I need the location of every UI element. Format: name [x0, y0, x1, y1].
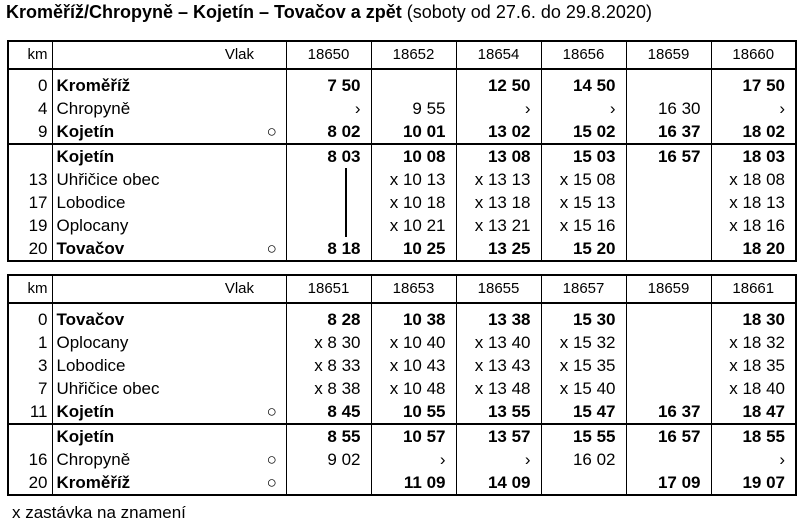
time-cell: 18 03 — [711, 144, 796, 168]
pass-line — [345, 191, 347, 214]
time-cell: 15 03 — [541, 144, 626, 168]
time-cell: x 13 21 — [456, 214, 541, 237]
time-cell: 8 03 — [286, 144, 371, 168]
timetable-outbound — [7, 40, 797, 262]
stop-symbol — [258, 168, 286, 191]
time-cell: x 8 30 — [286, 331, 371, 354]
time-cell: x 18 35 — [729, 356, 785, 375]
km-cell: 0 — [8, 69, 52, 97]
time-cell — [626, 214, 711, 237]
time-cell: › — [371, 448, 456, 471]
header-row — [8, 41, 796, 69]
stop-symbol: ○ — [258, 448, 286, 471]
train-label: Vlak — [52, 275, 258, 303]
time-cell — [626, 448, 711, 471]
time-cell — [626, 303, 711, 331]
time-cell: 10 01 — [371, 120, 456, 144]
station-name: Kojetín — [56, 122, 115, 141]
time-cell: 8 18 — [286, 237, 371, 261]
stop-symbol: ○ — [258, 237, 286, 261]
stop-symbol: ○ — [258, 400, 286, 424]
station-name: Uhřičice obec — [56, 170, 160, 189]
time-cell: x 10 40 — [371, 331, 456, 354]
time-cell: 12 50 — [456, 69, 541, 97]
train-number: 18661 — [711, 275, 796, 303]
route-title: Kroměříž/Chropyně – Kojetín – Tovačov a zpět — [6, 2, 402, 22]
table-row — [8, 448, 796, 471]
time-cell: x 15 40 — [541, 377, 626, 400]
time-cell — [371, 69, 456, 97]
time-cell: 18 20 — [742, 239, 785, 258]
time-cell: 15 47 — [541, 400, 626, 424]
time-cell: x 10 48 — [371, 377, 456, 400]
time-cell: x 18 13 — [729, 193, 785, 212]
time-cell — [541, 471, 626, 495]
time-cell: › — [286, 97, 371, 120]
train-label: Vlak — [52, 41, 258, 69]
stop-symbol — [258, 97, 286, 120]
km-cell: 16 — [8, 448, 52, 471]
time-cell: x 13 13 — [456, 168, 541, 191]
time-cell — [286, 191, 371, 214]
time-cell: 15 02 — [541, 120, 626, 144]
time-cell: 18 30 — [742, 310, 785, 329]
stop-symbol: ○ — [258, 120, 286, 144]
time-cell: x 15 16 — [541, 214, 626, 237]
time-cell: 16 37 — [626, 120, 711, 144]
time-cell: x 13 40 — [456, 331, 541, 354]
time-cell: x 15 08 — [541, 168, 626, 191]
time-cell: 11 09 — [371, 471, 456, 495]
time-cell: x 18 32 — [729, 333, 785, 352]
train-number: 18657 — [541, 275, 626, 303]
time-cell: › — [456, 97, 541, 120]
pass-line — [345, 214, 347, 237]
km-cell: 11 — [8, 400, 52, 424]
time-cell: x 18 16 — [729, 216, 785, 235]
time-cell: 18 02 — [742, 122, 785, 141]
time-cell: 10 25 — [371, 237, 456, 261]
time-cell: 16 57 — [626, 144, 711, 168]
table-row — [8, 144, 796, 168]
train-number: 18654 — [456, 41, 541, 69]
stop-symbol — [258, 377, 286, 400]
time-cell: x 15 32 — [541, 331, 626, 354]
stop-symbol — [258, 354, 286, 377]
km-cell: 1 — [8, 331, 52, 354]
time-cell — [626, 354, 711, 377]
footnote: x zastávka na znamení — [12, 503, 186, 522]
symbol-header — [258, 41, 286, 69]
station-name: Chropyně — [56, 99, 131, 118]
time-cell — [626, 69, 711, 97]
time-cell: 13 38 — [456, 303, 541, 331]
time-cell: x 8 38 — [286, 377, 371, 400]
time-cell: 13 02 — [456, 120, 541, 144]
km-cell: 9 — [8, 120, 52, 144]
train-number: 18652 — [371, 41, 456, 69]
time-cell: 15 20 — [541, 237, 626, 261]
time-cell: 14 50 — [541, 69, 626, 97]
symbol-header — [258, 275, 286, 303]
time-cell: 15 30 — [541, 303, 626, 331]
time-cell: 8 02 — [286, 120, 371, 144]
time-cell: x 15 13 — [541, 191, 626, 214]
km-cell: 20 — [8, 237, 52, 261]
timetable-title — [6, 2, 652, 23]
station-name: Lobodice — [56, 193, 126, 212]
time-cell: 13 25 — [456, 237, 541, 261]
table-row — [8, 424, 796, 448]
time-cell: 17 09 — [626, 471, 711, 495]
table-row — [8, 471, 796, 495]
station-name: Lobodice — [56, 356, 126, 375]
time-cell — [286, 168, 371, 191]
km-cell: 7 — [8, 377, 52, 400]
time-cell — [286, 214, 371, 237]
time-cell: › — [456, 448, 541, 471]
table-row — [8, 377, 796, 400]
time-cell: 9 55 — [371, 97, 456, 120]
time-cell: 8 28 — [286, 303, 371, 331]
time-cell — [286, 471, 371, 495]
time-cell: 17 50 — [742, 76, 785, 95]
table-row — [8, 214, 796, 237]
station-name: Kroměříž — [56, 76, 131, 95]
table-row — [8, 331, 796, 354]
stop-symbol — [258, 424, 286, 448]
stop-symbol — [258, 191, 286, 214]
time-cell: x 13 48 — [456, 377, 541, 400]
table-row — [8, 120, 796, 144]
table-row — [8, 191, 796, 214]
station-name: Oplocany — [56, 333, 129, 352]
time-cell: x 10 13 — [371, 168, 456, 191]
km-cell: 13 — [8, 168, 52, 191]
time-cell: x 8 33 — [286, 354, 371, 377]
pass-line — [345, 168, 347, 191]
train-number: 18653 — [371, 275, 456, 303]
km-cell: 20 — [8, 471, 52, 495]
time-cell: 8 45 — [286, 400, 371, 424]
time-cell: 13 08 — [456, 144, 541, 168]
km-cell: 0 — [8, 303, 52, 331]
stop-symbol — [258, 214, 286, 237]
station-name: Uhřičice obec — [56, 379, 160, 398]
km-header: km — [8, 275, 52, 303]
train-number: 18659 — [626, 275, 711, 303]
station-name: Kojetín — [52, 144, 258, 168]
timetable-return — [7, 274, 797, 496]
km-cell: 17 — [8, 191, 52, 214]
table-row — [8, 168, 796, 191]
time-cell: 10 57 — [371, 424, 456, 448]
time-cell: 19 07 — [742, 473, 785, 492]
time-cell: x 13 43 — [456, 354, 541, 377]
stop-symbol — [258, 303, 286, 331]
km-cell: 19 — [8, 214, 52, 237]
time-cell: 16 37 — [626, 400, 711, 424]
time-cell: x 10 21 — [371, 214, 456, 237]
station-name: Tovačov — [56, 310, 125, 329]
time-cell: x 18 08 — [729, 170, 785, 189]
time-cell: x 18 40 — [729, 379, 785, 398]
time-cell: 10 08 — [371, 144, 456, 168]
train-number: 18655 — [456, 275, 541, 303]
time-cell — [626, 377, 711, 400]
stop-symbol — [258, 331, 286, 354]
km-cell — [8, 144, 52, 168]
time-cell: › — [779, 450, 785, 469]
time-cell: x 10 43 — [371, 354, 456, 377]
time-cell: 16 30 — [626, 97, 711, 120]
time-cell: x 15 35 — [541, 354, 626, 377]
time-cell: 18 55 — [711, 424, 796, 448]
station-name: Oplocany — [56, 216, 129, 235]
time-cell: 14 09 — [456, 471, 541, 495]
stop-symbol: ○ — [258, 471, 286, 495]
train-number: 18659 — [626, 41, 711, 69]
stop-symbol — [258, 69, 286, 97]
time-cell: 16 57 — [626, 424, 711, 448]
station-name: Kojetín — [52, 424, 258, 448]
table-row — [8, 237, 796, 261]
km-header: km — [8, 41, 52, 69]
time-cell: 10 38 — [371, 303, 456, 331]
time-cell: x 10 18 — [371, 191, 456, 214]
time-cell — [626, 168, 711, 191]
station-name: Kroměříž — [56, 473, 131, 492]
train-number: 18660 — [711, 41, 796, 69]
km-cell: 3 — [8, 354, 52, 377]
table-row — [8, 69, 796, 97]
time-cell: 13 55 — [456, 400, 541, 424]
time-cell: › — [541, 97, 626, 120]
table-row — [8, 354, 796, 377]
time-cell: 10 55 — [371, 400, 456, 424]
period-note: (soboty od 27.6. do 29.8.2020) — [401, 2, 652, 22]
time-cell: 15 55 — [541, 424, 626, 448]
time-cell: 8 55 — [286, 424, 371, 448]
time-cell — [626, 237, 711, 261]
header-row — [8, 275, 796, 303]
time-cell: 13 57 — [456, 424, 541, 448]
time-cell: 7 50 — [286, 69, 371, 97]
station-name: Tovačov — [56, 239, 125, 258]
stop-symbol — [258, 144, 286, 168]
train-number: 18651 — [286, 275, 371, 303]
time-cell — [626, 191, 711, 214]
km-cell: 4 — [8, 97, 52, 120]
time-cell — [626, 331, 711, 354]
time-cell: › — [779, 99, 785, 118]
table-row — [8, 97, 796, 120]
train-number: 18650 — [286, 41, 371, 69]
time-cell: 18 47 — [742, 402, 785, 421]
time-cell: 16 02 — [541, 448, 626, 471]
train-number: 18656 — [541, 41, 626, 69]
km-cell — [8, 424, 52, 448]
table-row — [8, 400, 796, 424]
time-cell: 9 02 — [286, 448, 371, 471]
station-name: Kojetín — [56, 402, 115, 421]
time-cell: x 13 18 — [456, 191, 541, 214]
table-row — [8, 303, 796, 331]
station-name: Chropyně — [56, 450, 131, 469]
